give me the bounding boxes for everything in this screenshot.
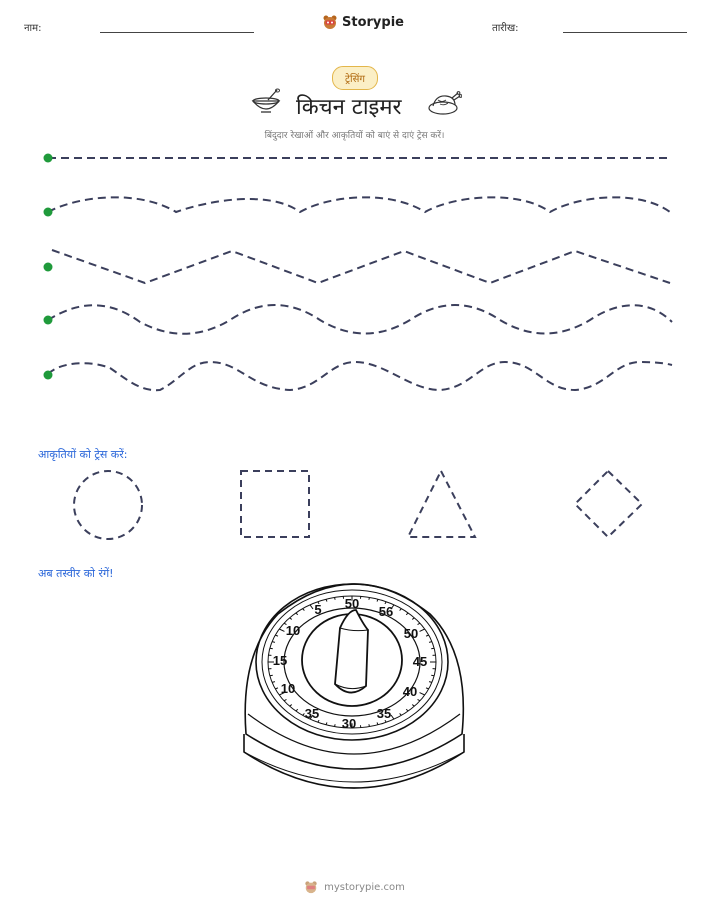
dial-tick [426, 688, 429, 689]
dial-tick [391, 715, 394, 719]
bear-logo-icon [304, 880, 318, 894]
dial-tick [369, 597, 370, 599]
footer-url[interactable]: mystorypie.com [324, 881, 405, 893]
dial-tick [290, 618, 292, 620]
instructions-subtitle: बिंदुदार रेखाओं और आकृतियों को बाएं से दाएं ट्रेस करें। [264, 131, 445, 141]
name-label: नाम: [24, 23, 42, 34]
trace-diamond [575, 471, 642, 537]
dial-tick [406, 613, 408, 615]
trace-line-wave-1 [48, 197, 670, 212]
dial-tick [272, 682, 275, 683]
dial-tick [418, 699, 420, 700]
dial-tick [406, 709, 408, 711]
start-dot-4 [44, 316, 53, 325]
dial-num-11: 5 [314, 602, 322, 617]
dial-tick [310, 605, 313, 609]
page-title: किचन टाइमर [296, 95, 402, 120]
dial-tick [284, 699, 286, 700]
date-label: तारीख: [492, 23, 519, 34]
dial-tick [377, 722, 378, 724]
dial-tick [412, 705, 414, 707]
dial-tick [296, 709, 298, 711]
dial-tick [412, 618, 414, 620]
footer [0, 880, 709, 894]
dial-tick [369, 724, 370, 726]
roast-chicken-icon [426, 90, 462, 118]
start-dot-5 [44, 371, 53, 380]
dial-tick [275, 688, 278, 689]
dial-num-5: 35 [376, 706, 392, 721]
dial-tick [429, 642, 432, 643]
brand [322, 14, 404, 30]
dial-num-2: 50 [403, 626, 419, 641]
dial-tick [326, 599, 327, 601]
color-heading: अब तस्वीर को रंगें! [38, 567, 114, 580]
dial-tick [429, 682, 432, 683]
start-dot-2 [44, 208, 53, 217]
dial-tick [426, 635, 429, 636]
tracing-badge: ट्रेसिंग [332, 66, 378, 90]
tracing-lines[interactable] [0, 140, 709, 400]
dial-num-3: 45 [412, 654, 428, 669]
start-dot-1 [44, 154, 53, 163]
dial-tick [279, 629, 284, 631]
dial-tick [272, 642, 275, 643]
dial-tick [418, 623, 420, 624]
tracing-shapes[interactable] [0, 460, 709, 550]
dial-tick [420, 629, 425, 631]
dial-tick [400, 713, 402, 715]
dial-tick [326, 722, 327, 724]
trace-circle [74, 471, 142, 539]
dial-tick [400, 609, 402, 611]
timer-knob-grip [335, 610, 368, 693]
dial-tick [377, 599, 378, 601]
dial-num-7: 35 [304, 706, 320, 721]
dial-num-top: 50 [344, 596, 360, 611]
mixing-bowl-icon [250, 88, 282, 118]
dial-num-1: 56 [378, 604, 394, 619]
start-dot-3 [44, 263, 53, 272]
dial-tick [335, 597, 336, 599]
dial-tick [420, 693, 425, 695]
brand-name: Storypie [342, 14, 404, 30]
dial-num-4: 40 [402, 684, 418, 699]
dial-num-10: 10 [285, 623, 301, 638]
bear-logo-icon [322, 14, 338, 30]
dial-tick [290, 705, 292, 707]
name-line[interactable] [100, 32, 254, 33]
trace-line-wave-3 [48, 362, 672, 390]
dial-num-6: 30 [341, 716, 357, 731]
trace-line-wave-2 [48, 305, 672, 334]
dial-tick [303, 609, 305, 611]
date-line[interactable] [563, 32, 687, 33]
trace-line-zigzag [52, 250, 670, 283]
dial-tick [335, 724, 336, 726]
trace-square [241, 471, 309, 537]
dial-tick [275, 635, 278, 636]
kitchen-timer-drawing[interactable] [238, 574, 470, 804]
trace-triangle [408, 471, 475, 537]
shapes-heading: आकृतियों को ट्रेस करें: [38, 448, 128, 461]
dial-tick [296, 613, 298, 615]
timer-base [244, 734, 464, 788]
dial-num-9: 15 [272, 653, 288, 668]
dial-num-8: 10 [280, 681, 296, 696]
